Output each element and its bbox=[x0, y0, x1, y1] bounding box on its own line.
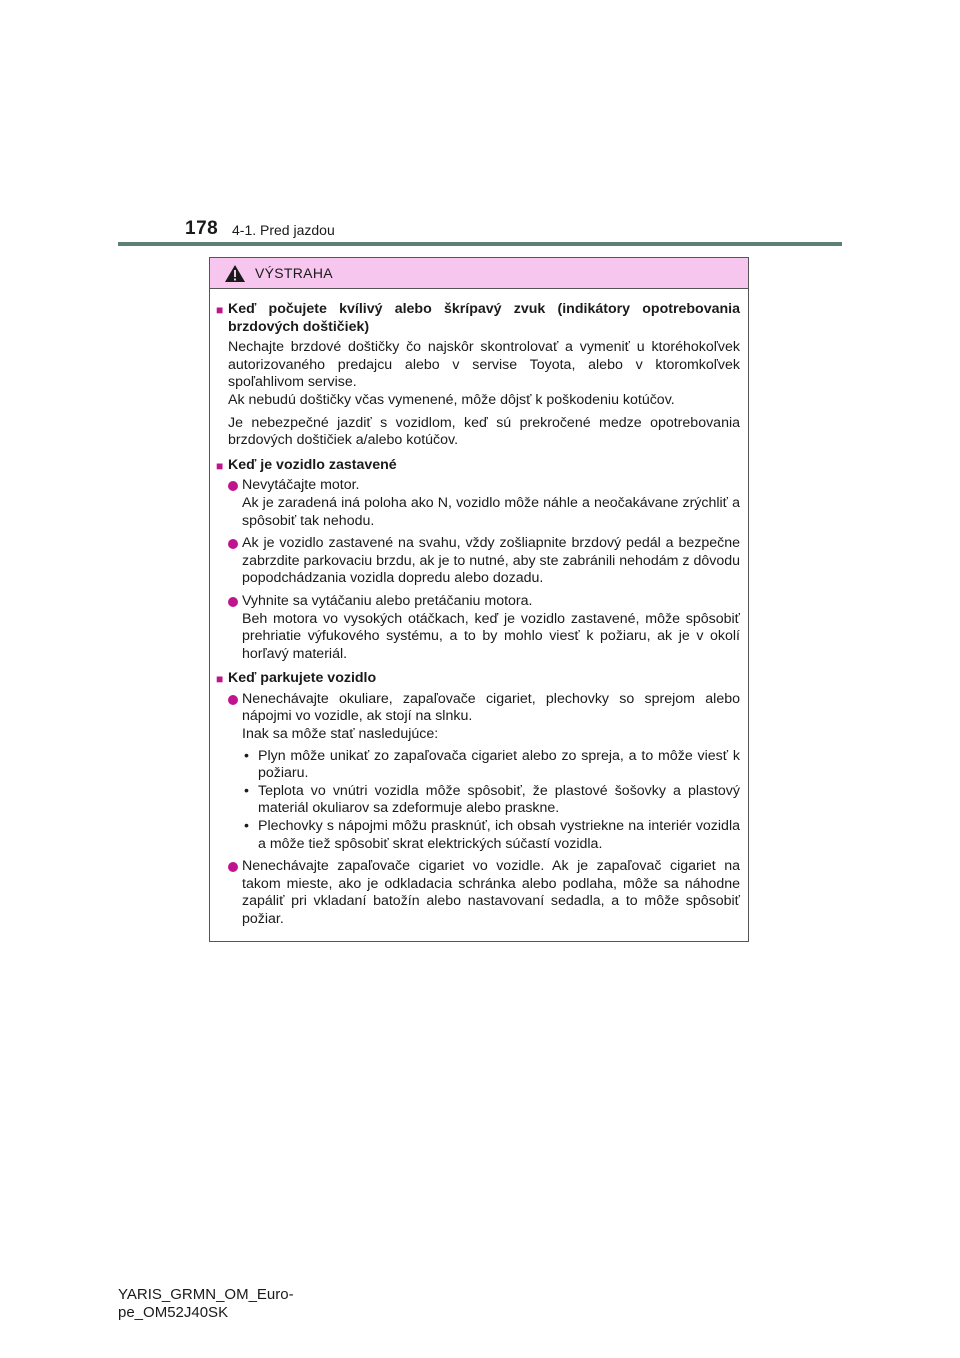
sub-list-item: • Plyn môže unikať zo zapaľovača cigariet alebo zo spreja, a to môže viesť k požiaru. bbox=[244, 747, 740, 782]
list-item bbox=[216, 535, 740, 588]
section-title: 4-1. Pred jazdou bbox=[232, 222, 335, 238]
paragraph: Ak nebudú doštičky včas vymenené, môže dôjsť k poškodeniu kotúčov. bbox=[228, 391, 675, 408]
section-heading: Keď počujete kvílivý alebo škrípavý zvuk (indikátory opotrebovania brzdových doštičiek) bbox=[228, 301, 740, 335]
page-number: 178 bbox=[185, 218, 219, 239]
square-bullet-icon: ■ bbox=[216, 303, 224, 317]
footer-line: pe_OM52J40SK bbox=[118, 1304, 229, 1321]
sub-item-text: Plyn môže unikať zo zapaľovača cigariet alebo zo spreja, a to môže viesť k požiaru. bbox=[258, 747, 740, 782]
section-heading: Keď parkujete vozidlo bbox=[228, 670, 377, 687]
item-text: Nenechávajte zapaľovače cigariet vo vozidle. Ak je zapaľovač cigariet na takom mieste, ako je odkladacia schránka alebo podlaha, môže sa náhodne zapáliť pri vkladaní batožín alebo nastavovaní sedadla, a to môže spôsobiť požiar. bbox=[242, 858, 740, 927]
warning-triangle-icon bbox=[224, 264, 246, 283]
paragraph: Je nebezpečné jazdiť s vozidlom, keď sú prekročené medze opotrebovania brzdových doštičiek a/alebo kotúčov. bbox=[228, 414, 740, 449]
sub-list-item: • Teplota vo vnútri vozidla môže spôsobiť, že plastové šošovky a plastový materiál okuliarov sa zdeformuje alebo praskne. bbox=[244, 782, 740, 817]
sub-list-item: • Plechovky s nápojmi môžu prasknúť, ich obsah vystriekne na interiér vozidla a môže tiež spôsobiť skrat elektrických súčastí vozidla. bbox=[244, 818, 740, 852]
square-bullet-icon: ■ bbox=[216, 672, 224, 687]
sub-item-text: Teplota vo vnútri vozidla môže spôsobiť, že plastové šošovky a plastový materiál okuliarov sa zdeformuje alebo praskne. bbox=[258, 782, 740, 817]
document-footer bbox=[118, 1286, 294, 1322]
list-item bbox=[216, 858, 740, 928]
warning-section-stopped-vehicle bbox=[216, 457, 740, 664]
paragraph: Nechajte brzdové doštičky čo najskôr skontrolovať a vymeniť u ktoréhokoľvek autorizovaného predajcu alebo v servise Toyota, alebo v ktoromkoľvek spoľahlivom servise. bbox=[228, 339, 740, 391]
list-item bbox=[216, 477, 740, 530]
warning-header bbox=[210, 258, 748, 289]
sub-item-text: Plechovky s nápojmi môžu prasknúť, ich obsah vystriekne na interiér vozidla a môže tiež spôsobiť skrat elektrických súčastí vozidla. bbox=[258, 818, 740, 852]
warning-section-brake-pads bbox=[216, 301, 740, 450]
round-bullet-icon bbox=[228, 481, 238, 491]
round-bullet-icon bbox=[228, 597, 238, 607]
item-second-line: Inak sa môže stať nasledujúce: bbox=[242, 726, 439, 743]
square-bullet-icon: ■ bbox=[216, 458, 224, 473]
sub-list bbox=[242, 748, 740, 854]
round-bullet-icon bbox=[228, 539, 238, 549]
item-text: Nenechávajte okuliare, zapaľovače cigariet, plechovky so sprejom alebo nápojmi vo vozidle, ak stojí na slnku. bbox=[242, 690, 740, 725]
item-text: Ak je zaradená iná poloha ako N, vozidlo môže náhle a neočakávane zrýchliť a spôsobiť tak nehodu. bbox=[242, 494, 740, 529]
round-bullet-icon bbox=[228, 695, 238, 705]
round-bullet-icon bbox=[228, 862, 238, 872]
list-item bbox=[216, 691, 740, 853]
warning-section-parking bbox=[216, 670, 740, 928]
warning-body bbox=[210, 289, 748, 929]
item-text: Ak je vozidlo zastavené na svahu, vždy zošliapnite brzdový pedál a bezpečne zabrzdite parkovaciu brzdu, ak je to nutné, aby ste zabránili nehodám z dôvodu popodchádzania vozidla dopredu alebo dozadu. bbox=[242, 535, 740, 587]
item-text: Beh motora vo vysokých otáčkach, keď je vozidlo zastavené, môže spôsobiť prehriatie výfukového systému, a to by mohlo viesť k požiaru, ak je v okolí horľavý materiál. bbox=[242, 610, 740, 662]
header-rule bbox=[118, 242, 842, 246]
footer-line: YARIS_GRMN_OM_Euro- bbox=[118, 1286, 294, 1303]
item-first-line: Vyhnite sa vytáčaniu alebo pretáčaniu motora. bbox=[242, 592, 533, 609]
item-first-line: Nevytáčajte motor. bbox=[242, 477, 360, 494]
warning-box bbox=[209, 257, 749, 942]
list-item bbox=[216, 593, 740, 663]
section-heading: Keď je vozidlo zastavené bbox=[228, 456, 397, 473]
warning-title: VÝSTRAHA bbox=[255, 265, 333, 281]
